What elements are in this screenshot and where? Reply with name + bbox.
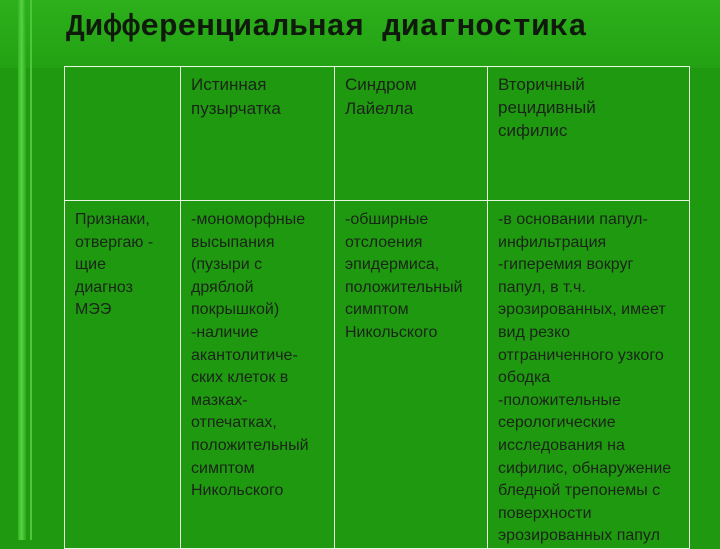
table-header-row	[65, 67, 690, 201]
pemphigus-signs-cell: -мономорфные высыпания (пузыри с дряблой покрышкой) -наличие акантолитиче- ских клеток в мазках- отпечатках, положительный симптом Никольского	[181, 201, 335, 549]
header-cell-empty	[65, 67, 181, 201]
row-label-cell: Признаки, отвергаю - щие диагноз МЭЭ	[65, 201, 181, 549]
lyell-signs-cell: -обширные отслоения эпидермиса, положительный симптом Никольского	[335, 201, 488, 549]
header-cell-pemphigus: Истинная пузырчатка	[181, 67, 335, 201]
slide-title: Дифференциальная диагностика	[66, 10, 587, 45]
header-cell-lyell: Синдром Лайелла	[335, 67, 488, 201]
diagnosis-table	[64, 66, 690, 549]
table-row	[65, 201, 690, 549]
decorative-left-bar	[18, 0, 26, 540]
header-cell-syphilis: Вторичный рецидивный сифилис	[488, 67, 690, 201]
syphilis-signs-cell: -в основании папул- инфильтрация -гиперемия вокруг папул, в т.ч. эрозированных, имеет вид резко отграниченного узкого ободка -положительные серологические исследования на сифилис, обнаружение бледной трепонемы с поверхности эрозированных папул	[488, 201, 690, 549]
decorative-left-line	[30, 0, 32, 540]
